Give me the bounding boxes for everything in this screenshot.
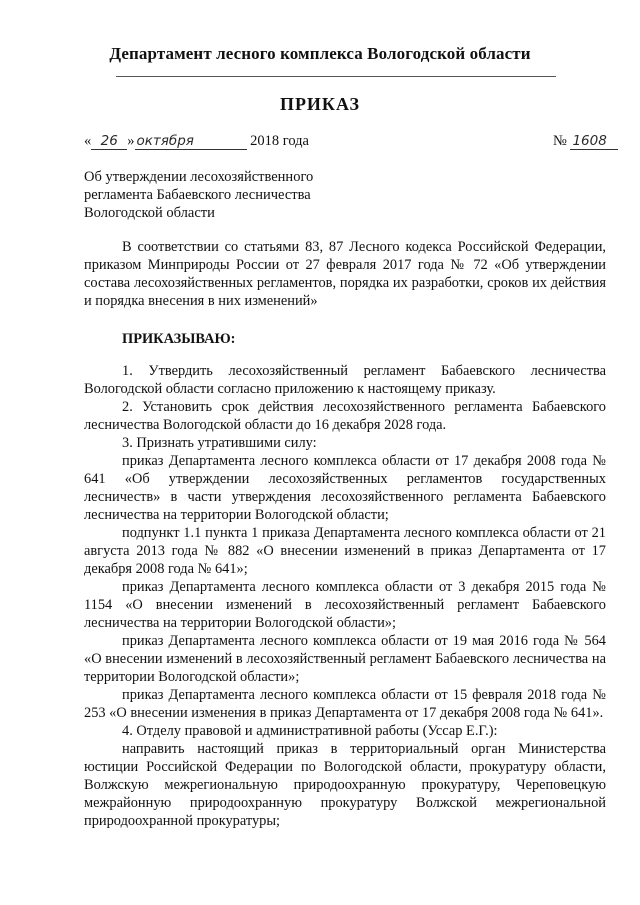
body-paragraph: приказ Департамента лесного комплекса области от 17 декабря 2008 года № 641 «Об утверждении лесохозяйственных регламентов государственных лесничеств» в части утверждения лесохозяйственного регламента Бабаевского лесничества на территории Вологодской области; <box>84 453 606 523</box>
body-paragraph: направить настоящий приказ в территориальный орган Министерства юстиции Российской Федерации по Вологодской области, прокуратуру области, Волжскую межрегиональную природоохранную прокуратуру, Череповецкую межрайонную природоохранную прокуратуру Волжской межрегиональной природоохранной прокуратуры; <box>84 741 606 829</box>
number-label: № <box>553 133 567 149</box>
subject-line: Об утверждении лесохозяйственного <box>84 169 314 185</box>
body-paragraph: приказ Департамента лесного комплекса области от 19 мая 2016 года № 564 «О внесении изменений в лесохозяйственный регламент Бабаевского лесничества на территории Вологодской области»; <box>84 633 606 685</box>
subject-line: регламента Бабаевского лесничества <box>84 187 311 203</box>
body-paragraph: 3. Признать утратившими силу: <box>122 435 317 451</box>
date-line <box>84 133 309 150</box>
body-paragraph: приказ Департамента лесного комплекса области от 3 декабря 2015 года № 1154 «О внесении изменений в лесохозяйственный регламент Бабаевского лесничества на территории Вологодской области»; <box>84 579 606 631</box>
date-year: 2018 года <box>250 133 309 149</box>
body-paragraph: 1. Утвердить лесохозяйственный регламент Бабаевского лесничества Вологодской области согласно приложению к настоящему приказу. <box>84 363 606 397</box>
department-title: Департамент лесного комплекса Вологодской области <box>109 44 531 63</box>
order-number <box>553 133 618 150</box>
handwritten-number: 1608 <box>570 134 618 150</box>
body-paragraph: подпункт 1.1 пункта 1 приказа Департамента лесного комплекса области от 21 августа 2013 года № 882 «О внесении изменений в приказ Департамента от 17 декабря 2008 года № 641»; <box>84 525 606 577</box>
handwritten-day: 26 <box>91 134 127 150</box>
order-subject <box>84 168 384 222</box>
date-close-quote: » <box>127 133 135 149</box>
date-open-quote: « <box>84 133 92 149</box>
body-paragraph: 2. Установить срок действия лесохозяйственного регламента Бабаевского лесничества Вологодской области до 16 декабря 2028 года. <box>84 399 606 433</box>
order-heading: ПРИКАЗЫВАЮ: <box>122 331 236 347</box>
handwritten-month: октября <box>135 134 247 150</box>
body-paragraph: приказ Департамента лесного комплекса области от 15 февраля 2018 года № 253 «О внесении изменения в приказ Департамента от 17 декабря 2008 года № 641». <box>84 687 606 721</box>
preamble-paragraph: В соответствии со статьями 83, 87 Лесного кодекса Российской Федерации, приказом Минприроды России от 27 февраля 2017 года № 72 «Об утверждении состава лесохозяйственных регламентов, порядка их разработки, сроков их действия и порядка внесения в них изменений» <box>84 239 606 309</box>
order-body <box>84 238 606 830</box>
subject-line: Вологодской области <box>84 205 215 221</box>
body-paragraph: 4. Отделу правовой и административной работы (Уссар Е.Г.): <box>122 723 498 739</box>
header-divider <box>116 76 556 77</box>
document-type-title: ПРИКАЗ <box>279 94 361 114</box>
